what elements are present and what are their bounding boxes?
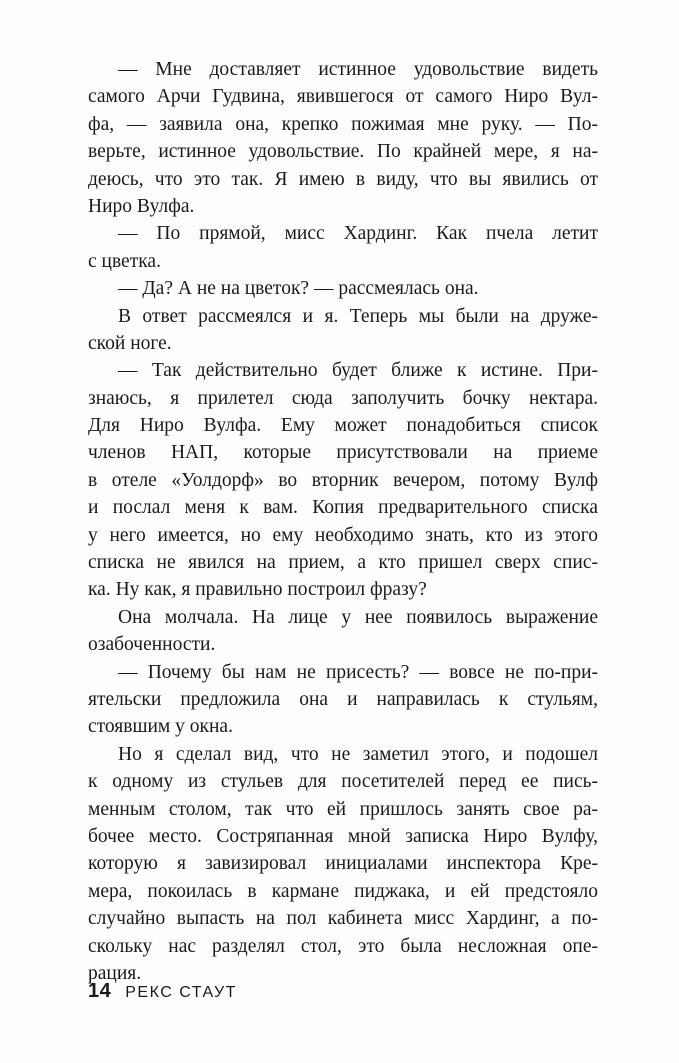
- text-line: ка. Ну как, я правильно построил фразу?: [88, 579, 427, 601]
- text-line: — Мне доставляет истинное удовольствие видеть: [118, 59, 598, 80]
- paragraph: [88, 659, 598, 741]
- paragraph: [88, 741, 598, 988]
- text-line: Но я сделал вид, что не заметил этого, и подошел: [118, 743, 598, 765]
- paragraph: [88, 303, 598, 358]
- text-line: деюсь, что это так. Я имею в виду, что вы явились от: [88, 168, 598, 190]
- text-line: которую я завизировал инициалами инспектора Кре-: [88, 853, 598, 875]
- text-line: рация.: [88, 962, 142, 984]
- text-line: — Почему бы нам не присесть? — вовсе не по-при-: [118, 661, 598, 683]
- running-title: РЕКС СТАУТ: [125, 984, 237, 1001]
- text-line: с цветка.: [88, 250, 161, 272]
- paragraph: [88, 357, 598, 604]
- text-line: в отеле «Уолдорф» во вторник вечером, потому Вулф: [88, 469, 598, 491]
- text-line: ской ноге.: [88, 332, 172, 354]
- text-line: Она молчала. На лице у нее появилось выражение: [118, 606, 598, 628]
- text-line: Ниро Вулфа.: [88, 195, 195, 217]
- paragraph: [88, 604, 598, 659]
- text-line: самого Арчи Гудвина, явившегося от самого Ниро Вул-: [88, 86, 598, 108]
- paragraph: [88, 220, 598, 275]
- text-line: к одному из стульев для посетителей перед ее пись-: [88, 771, 598, 793]
- text-line: мера, покоилась в кармане пиджака, и ей предстояло: [88, 880, 598, 902]
- text-line: Для Ниро Вулфа. Ему может понадобиться список: [88, 415, 598, 437]
- text-line: у него имеется, но ему необходимо знать, кто из этого: [88, 524, 598, 546]
- text-line: случайно выпасть на пол кабинета мисс Хардинг, а по-: [88, 908, 598, 930]
- text-line: бочее место. Состряпанная мной записка Ниро Вулфу,: [88, 825, 598, 847]
- paragraph: [88, 56, 598, 220]
- text-line: и послал меня к вам. Копия предварительного списка: [88, 497, 598, 519]
- paragraph: [88, 275, 598, 302]
- text-line: озабоченности.: [88, 634, 216, 656]
- body-text: [88, 56, 598, 987]
- text-line: — По прямой, мисс Хардинг. Как пчела летит: [118, 223, 598, 245]
- page-footer: [88, 980, 237, 1006]
- text-line: менным столом, так что ей пришлось занять свое ра-: [88, 798, 598, 820]
- page-number: 14: [88, 980, 112, 1002]
- text-line: скольку нас разделял стол, это была несложная опе-: [88, 935, 598, 957]
- text-line: членов НАП, которые присутствовали на приеме: [88, 442, 598, 464]
- text-line: фа, — заявила она, крепко пожимая мне руку. — По-: [88, 113, 598, 135]
- text-line: В ответ рассмеялся и я. Теперь мы были на друже-: [118, 305, 598, 327]
- text-line: — Так действительно будет ближе к истине. При-: [118, 360, 598, 382]
- text-line: стоявшим у окна.: [88, 716, 233, 738]
- text-line: верьте, истинное удовольствие. По крайней мере, я на-: [88, 141, 598, 163]
- text-line: знаюсь, я прилетел сюда заполучить бочку нектара.: [88, 387, 598, 409]
- text-line: списка не явился на прием, а кто пришел сверх спис-: [88, 552, 598, 574]
- text-line: — Да? А не на цветок? — рассмеялась она.: [118, 278, 479, 300]
- text-line: ятельски предложила она и направилась к стульям,: [88, 688, 598, 710]
